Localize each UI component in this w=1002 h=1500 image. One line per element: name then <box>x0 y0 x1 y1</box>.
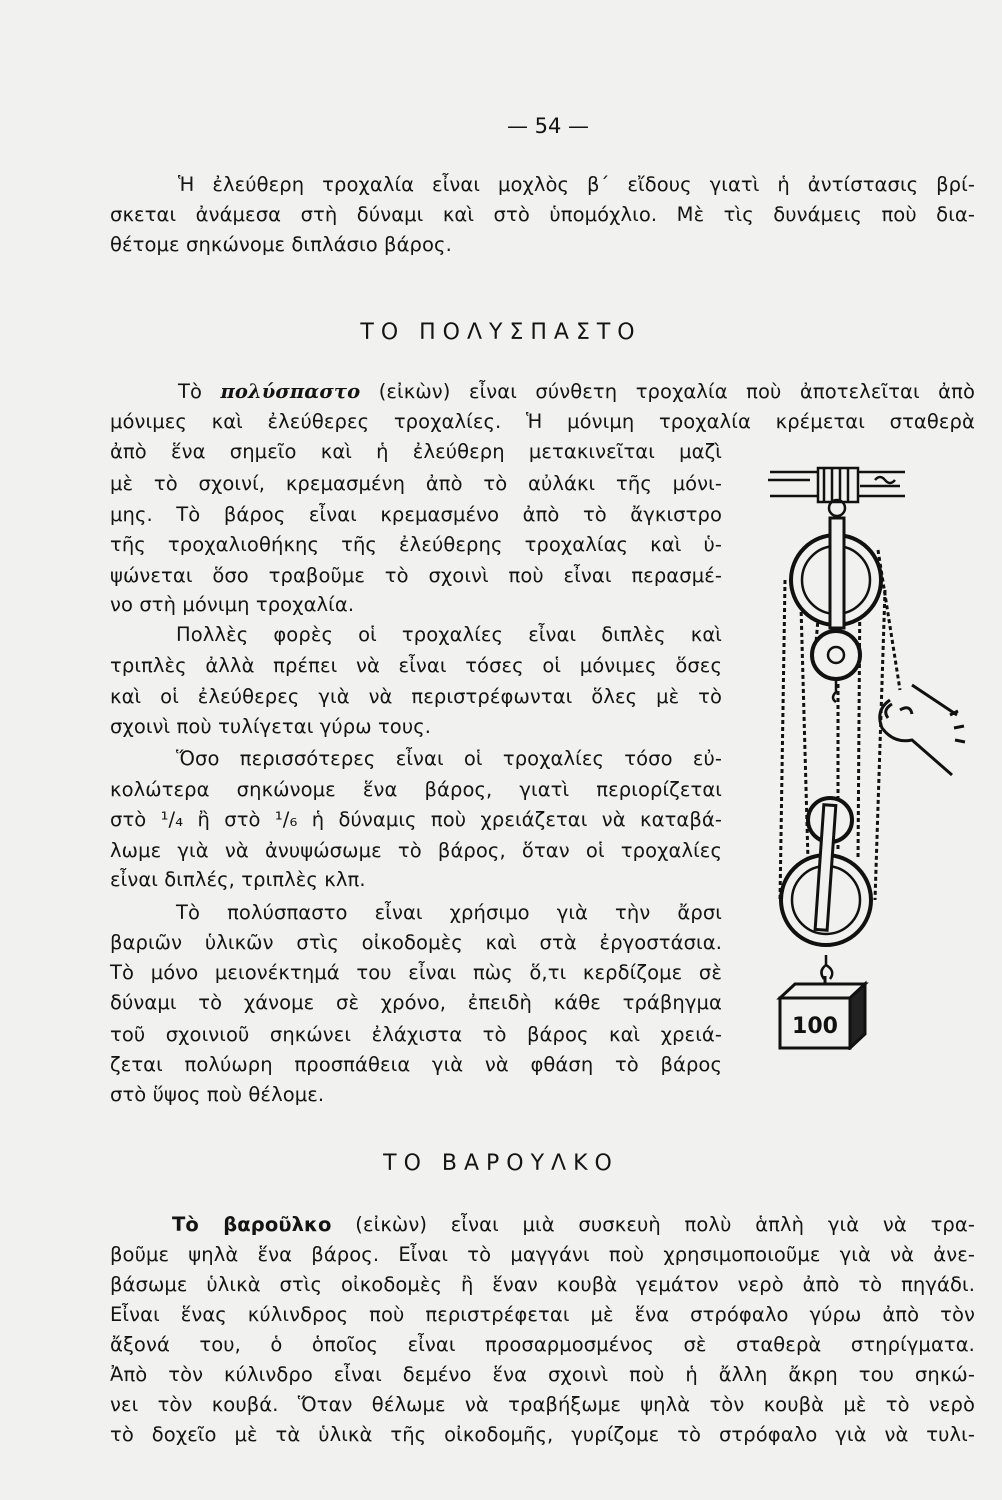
text-line: βαριῶν ὑλικῶν στὶς οἰκοδομὲς καὶ στὰ ἐργοστάσια. <box>110 931 722 954</box>
text: (εἰκὼν) εἶναι μιὰ συσκευὴ πολὺ ἁπλὴ γιὰ νὰ τρα- <box>331 1213 975 1236</box>
page-number: — 54 — <box>506 114 590 138</box>
text-line: ζεται πολύωρη προσπάθεια γιὰ νὰ φθάση τὸ βάρος <box>110 1053 722 1076</box>
text-line: μόνιμες καὶ ἐλεύθερες τροχαλίες. Ἡ μόνιμη τροχαλία κρέμεται σταθερὰ <box>110 410 975 433</box>
text-line: τὸ δοχεῖο μὲ τὰ ὑλικὰ τῆς οἰκοδομῆς, γυρίζομε τὸ στρόφαλο γιὰ νὰ τυλι- <box>110 1423 975 1446</box>
text-line: Ἀπὸ τὸν κύλινδρο εἶναι δεμένο ἕνα σχοινὶ ποὺ ἡ ἄλλη ἄκρη του σηκώ- <box>110 1363 975 1386</box>
beam-icon <box>768 468 905 502</box>
text-line: ψώνεται ὅσο τραβοῦμε τὸ σχοινὶ ποὺ εἶναι περασμέ- <box>110 564 722 587</box>
text-line: ἀπὸ ἕνα σημεῖο καὶ ἡ ἐλεύθερη μετακινεῖται μαζὶ <box>110 440 722 463</box>
text-line: τῆς τροχαλιοθήκης τῆς ἐλεύθερης τροχαλίας καὶ ὑ- <box>110 533 722 556</box>
text-line: Ἡ ἐλεύθερη τροχαλία εἶναι μοχλὸς β΄ εἴδους γιατὶ ἡ ἀντίστασις βρί- <box>178 173 975 196</box>
text-line: Τὸ μόνο μειονέκτημά του εἶναι πὼς ὅ,τι κερδίζομε σὲ <box>110 961 722 984</box>
text-line: θέτομε σηκώνομε διπλάσιο βάρος. <box>110 233 452 256</box>
text-line: μης. Τὸ βάρος εἶναι κρεμασμένο ἀπὸ τὸ ἄγκιστρο <box>110 503 722 526</box>
term-varoulko: Τὸ βαροῦλκο <box>172 1213 332 1236</box>
text-line: σχοινὶ ποὺ τυλίγεται γύρω τους. <box>110 715 432 738</box>
text-line: βοῦμε ψηλὰ ἕνα βάρος. Εἶναι τὸ μαγγάνι ποὺ χρησιμοποιοῦμε γιὰ νὰ ἀνε- <box>110 1243 975 1266</box>
text-line <box>178 378 975 406</box>
text-line: λωμε γιὰ νὰ ἀνυψώσωμε τὸ βάρος, ὅταν οἱ τροχαλίες <box>110 839 722 862</box>
text-line: Ὅσο περισσότερες εἶναι οἱ τροχαλίες τόσο εὐ- <box>176 747 722 770</box>
text-line: εἶναι διπλές, τριπλὲς κλπ. <box>110 868 366 891</box>
section-heading-varoulko: ΤΟ ΒΑΡΟΥΛΚΟ <box>383 1151 619 1176</box>
term-polyspasto: πολύσπαστο <box>220 380 361 403</box>
text: Τὸ <box>178 380 221 403</box>
text-line: κολώτερα σηκώνομε ἕνα βάρος, γιατὶ περιορίζεται <box>110 778 722 801</box>
text-line: δύναμι τὸ χάνομε σὲ χρόνο, ἐπειδὴ κάθε τράβηγμα <box>110 991 722 1014</box>
text-line: τριπλὲς ἀλλὰ πρέπει νὰ εἶναι τόσες οἱ μόνιμες ὅσες <box>110 654 722 677</box>
weight-label: 100 <box>792 1014 838 1039</box>
text-line: Πολλὲς φορὲς οἱ τροχαλίες εἶναι διπλὲς καὶ <box>176 623 722 646</box>
text-line <box>172 1211 975 1239</box>
hand-icon <box>880 685 965 775</box>
text-line: στὸ ¹/₄ ἢ στὸ ¹/₆ ἡ δύναμις ποὺ χρειάζεται νὰ καταβά- <box>110 808 722 831</box>
text-line: σκεται ἀνάμεσα στὴ δύναμι καὶ στὸ ὑπομόχλιο. Μὲ τὶς δυνάμεις ποὺ δια- <box>110 203 975 226</box>
text-line: τοῦ σχοινιοῦ σηκώνει ἐλάχιστα τὸ βάρος καὶ χρειά- <box>110 1023 722 1046</box>
section-heading-polyspasto: ΤΟ ΠΟΛΥΣΠΑΣΤΟ <box>360 320 642 345</box>
text-line: νο στὴ μόνιμη τροχαλία. <box>110 593 355 616</box>
text-line: στὸ ὕψος ποὺ θέλομε. <box>110 1083 325 1106</box>
text-line: νει τὸν κουβά. Ὅταν θέλωμε νὰ τραβήξωμε ψηλὰ τὸν κουβὰ μὲ τὸ νερὸ <box>110 1393 975 1416</box>
text-line: μὲ τὸ σχοινί, κρεμασμένη ἀπὸ τὸ αὐλάκι τῆς μόνι- <box>110 472 722 495</box>
text-line: ἄξονά του, ὁ ὁποῖος εἶναι προσαρμοσμένος σὲ σταθερὰ στηρίγματα. <box>110 1333 975 1356</box>
text: (εἰκὼν) εἶναι σύνθετη τροχαλία ποὺ ἀποτελεῖται ἀπὸ <box>360 380 976 403</box>
text-line: Εἶναι ἕνας κύλινδρος ποὺ περιστρέφεται μὲ ἕνα στρόφαλο γύρω ἀπὸ τὸν <box>110 1303 975 1326</box>
pulley-block-illustration <box>750 460 970 1050</box>
text-line: βάσωμε ὑλικὰ στὶς οἰκοδομὲς ἢ ἕναν κουβὰ γεμάτον νερὸ ἀπὸ τὸ πηγάδι. <box>110 1273 975 1296</box>
text-line: καὶ οἱ ἐλεύθερες γιὰ νὰ περιστρέφωνται ὅλες μὲ τὸ <box>110 685 722 708</box>
text-line: Τὸ πολύσπαστο εἶναι χρήσιμο γιὰ τὴν ἄρσι <box>176 901 722 924</box>
